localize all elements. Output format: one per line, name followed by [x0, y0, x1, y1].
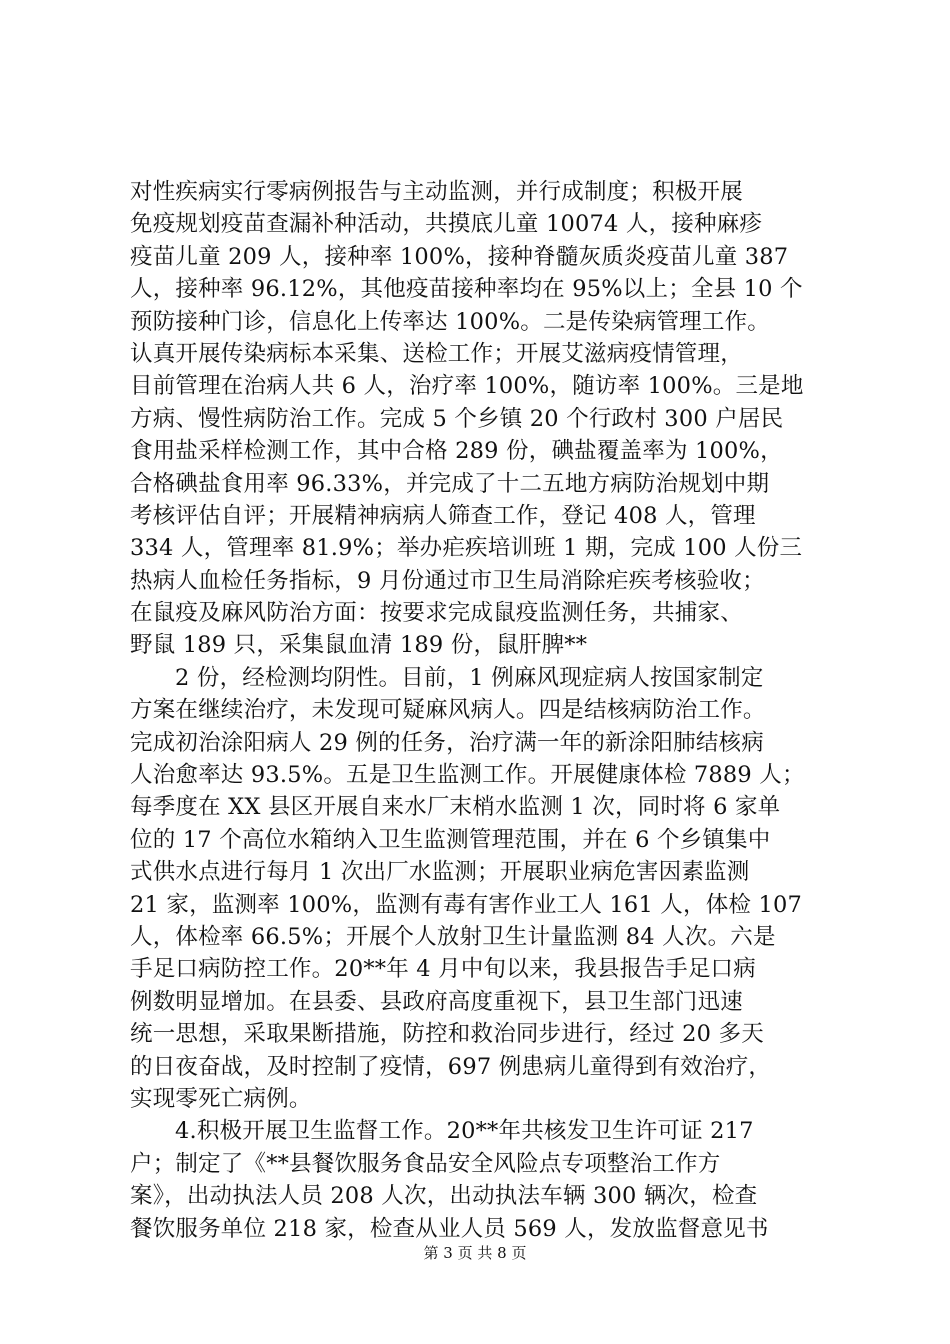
text-line: 21 家，监测率 100%，监测有毒有害作业工人 161 人，体检 107 — [130, 891, 803, 918]
text-line: 食用盐采样检测工作，其中合格 289 份，碘盐覆盖率为 100%， — [130, 438, 783, 465]
text-line: 实现零死亡病例。 — [130, 1085, 312, 1112]
text-line: 案》，出动执法人员 208 人次，出动执法车辆 300 辆次，检查 — [130, 1183, 758, 1210]
page-footer: 第 3 页 共 8 页 — [423, 1244, 527, 1262]
text-line: 例数明显增加。在县委、县政府高度重视下，县卫生部门迅速 — [130, 988, 743, 1015]
text-line: 每季度在 XX 县区开展自来水厂末梢水监测 1 次，同时将 6 家单 — [130, 794, 781, 821]
text-line: 方案在继续治疗，未发现可疑麻风病人。四是结核病防治工作。 — [130, 697, 766, 724]
text-line: 合格碘盐食用率 96.33%，并完成了十二五地方病防治规划中期 — [130, 470, 770, 497]
text-line: 式供水点进行每月 1 次出厂水监测；开展职业病危害因素监测 — [130, 859, 750, 886]
text-line: 免疫规划疫苗查漏补种活动，共摸底儿童 10074 人，接种麻疹 — [130, 211, 763, 238]
text-line: 餐饮服务单位 218 家，检查从业人员 569 人，发放监督意见书 — [130, 1215, 769, 1242]
text-line: 完成初治涂阳病人 29 例的任务，治疗满一年的新涂阳肺结核病 — [130, 729, 764, 756]
paragraph-3 — [130, 1115, 830, 1245]
text-line: 野鼠 189 只，采集鼠血清 189 份，鼠肝脾** — [130, 632, 588, 659]
text-line: 统一思想，采取果断措施，防控和救治同步进行，经过 20 多天 — [130, 1021, 764, 1048]
text-line: 人治愈率达 93.5%。五是卫生监测工作。开展健康体检 7889 人； — [130, 762, 805, 789]
text-line: 手足口病防控工作。20**年 4 月中旬以来，我县报告手足口病 — [130, 956, 756, 983]
text-line: 考核评估自评；开展精神病病人筛查工作，登记 408 人，管理 — [130, 502, 756, 529]
text-line: 4.积极开展卫生监督工作。20**年共核发卫生许可证 217 — [175, 1118, 754, 1145]
paragraph-1 — [130, 176, 830, 662]
text-line: 人，体检率 66.5%；开展个人放射卫生计量监测 84 人次。六是 — [130, 923, 776, 950]
text-line: 334 人，管理率 81.9%；举办疟疾培训班 1 期，完成 100 人份三 — [130, 535, 803, 562]
text-line: 户；制定了《**县餐饮服务食品安全风险点专项整治工作方 — [130, 1150, 721, 1177]
text-line: 目前管理在治病人共 6 人，治疗率 100%，随访率 100%。三是地 — [130, 373, 804, 400]
text-line: 在鼠疫及麻风防治方面：按要求完成鼠疫监测任务，共捕家、 — [130, 600, 743, 627]
text-line: 对性疾病实行零病例报告与主动监测，并行成制度；积极开展 — [130, 179, 743, 205]
text-line: 的日夜奋战，及时控制了疫情，697 例患病儿童得到有效治疗， — [130, 1053, 772, 1080]
text-line: 疫苗儿童 209 人，接种率 100%，接种脊髓灰质炎疫苗儿童 387 — [130, 243, 789, 270]
text-line: 人，接种率 96.12%，其他疫苗接种率均在 95%以上；全县 10 个 — [130, 276, 803, 303]
text-line: 2 份，经检测均阴性。目前，1 例麻风现症病人按国家制定 — [175, 664, 764, 691]
text-line: 热病人血检任务指标，9 月份通过市卫生局消除疟疾考核验收； — [130, 567, 765, 594]
text-line: 位的 17 个高位水箱纳入卫生监测管理范围，并在 6 个乡镇集中 — [130, 826, 771, 853]
paragraph-2 — [130, 662, 830, 1115]
text-line: 预防接种门诊，信息化上传率达 100%。二是传染病管理工作。 — [130, 308, 770, 335]
text-line: 方病、慢性病防治工作。完成 5 个乡镇 20 个行政村 300 户居民 — [130, 405, 784, 432]
document-body — [130, 176, 830, 1245]
text-line: 认真开展传染病标本采集、送检工作；开展艾滋病疫情管理， — [130, 340, 743, 367]
